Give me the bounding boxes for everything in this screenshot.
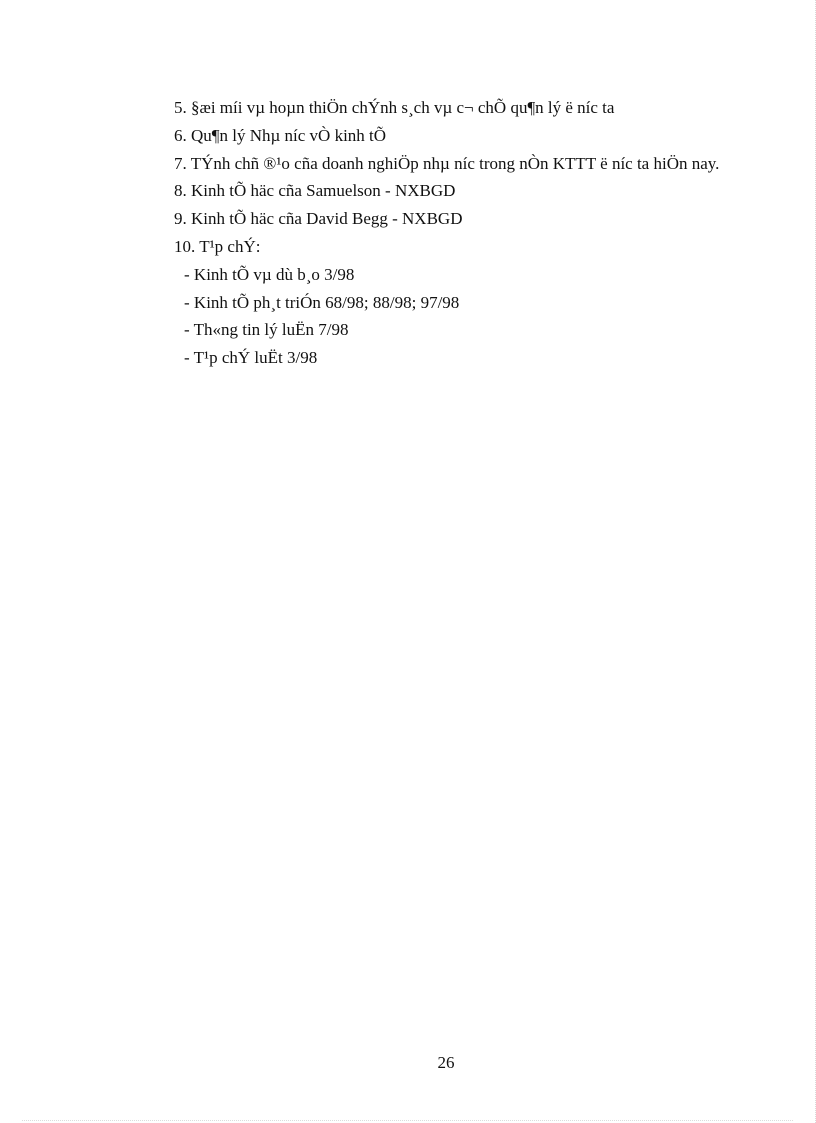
reference-item-8: 8. Kinh tÕ häc cña Samuelson - NXBGD xyxy=(174,181,456,201)
page-bottom-divider xyxy=(22,1120,793,1121)
journal-item: - Kinh tÕ ph¸t triÓn 68/98; 88/98; 97/98 xyxy=(184,292,460,312)
page-number: 26 xyxy=(437,1053,455,1072)
journal-item: - T¹p chÝ luËt 3/98 xyxy=(184,348,318,368)
reference-item-5: 5. §æi míi vµ hoµn thiÖn chÝnh s¸ch vµ c¬ chÕ qu¶n lý ë níc ta xyxy=(174,98,615,117)
reference-item-9: 9. Kinh tÕ häc cña David Begg - NXBGD xyxy=(174,209,463,229)
reference-item-6: 6. Qu¶n lý Nhµ níc vÒ kinh tÕ xyxy=(174,125,387,145)
reference-item-7: 7. TÝnh chñ ®¹o cña doanh nghiÖp nhµ níc trong nÒn KTTT ë níc ta hiÖn nay. xyxy=(174,153,720,173)
reference-item-10: 10. T¹p chÝ: xyxy=(174,236,261,256)
reference-list xyxy=(135,94,740,372)
journal-item: - Kinh tÕ vµ dù b¸o 3/98 xyxy=(184,264,355,284)
journal-item: - Th«ng tin lý luËn 7/98 xyxy=(184,320,349,340)
